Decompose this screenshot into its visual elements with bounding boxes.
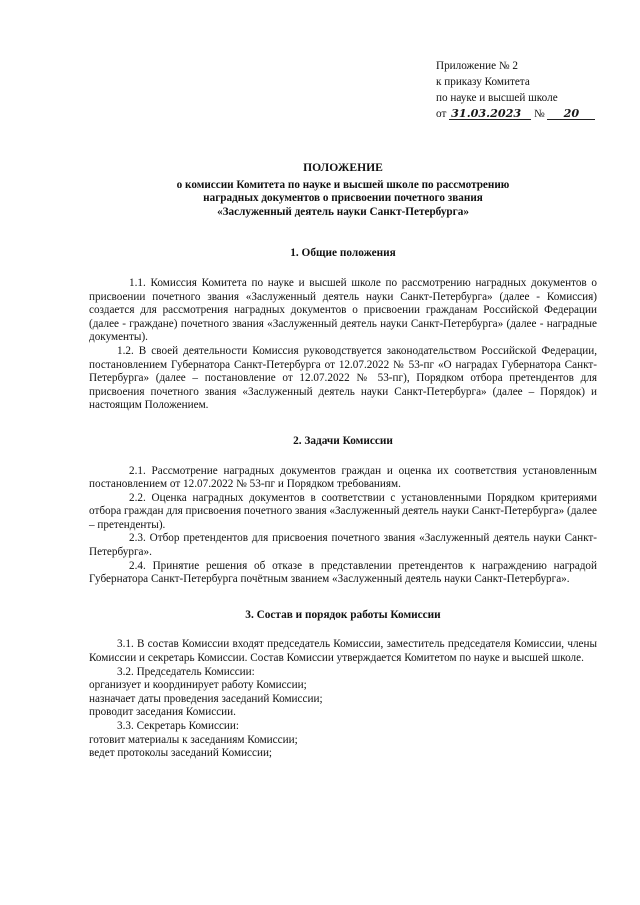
list-item: назначает даты проведения заседаний Комиссии;: [89, 692, 323, 705]
document-body: [89, 161, 597, 761]
title-line: о комиссии Комитета по науке и высшей школе по рассмотрению: [176, 178, 510, 191]
section-heading: 1. Общие положения: [290, 247, 396, 260]
paragraph: 1.2. В своей деятельности Комиссия руководствуется законодательством Российской Федерации, постановлением Губернатора Санкт-Петербурга от 12.07.2022 № 53-пг «О наградах Губернатора Санкт-Петербурга» (далее – постановление от 12.07.2022 № 53-пг), Порядком отбора претендентов для присвоения почетного звания «Заслуженный деятель науки Санкт-Петербурга» (далее – Порядок) и настоящим Положением.: [89, 344, 597, 412]
paragraph: 1.1. Комиссия Комитета по науке и высшей школе по рассмотрению наградных документов о присвоении почетного звания «Заслуженный деятель науки Санкт-Петербурга» (далее - Комиссия) создается для рассмотрения наградных документов о присвоении гражданам Российской Федерации (далее - граждане) почетного звания «Заслуженный деятель науки Санкт-Петербурга» (далее - наградные документы).: [89, 276, 597, 344]
number-sign: №: [533, 108, 545, 120]
paragraph: 2.1. Рассмотрение наградных документов граждан и оценка их соответствия установленным постановлением от 12.07.2022 № 53-пг и Порядком требованиям.: [89, 464, 597, 491]
handwritten-number: 20: [547, 107, 595, 120]
paragraph: 2.2. Оценка наградных документов в соответствии с установленными Порядком критериями отбора граждан для присвоения почетного звания «Заслуженный деятель науки Санкт-Петербурга» (далее – претенденты).: [89, 491, 597, 531]
appendix-line: Приложение № 2: [436, 60, 518, 72]
title-heading: ПОЛОЖЕНИЕ: [303, 161, 383, 174]
appendix-line: по науке и высшей школе: [436, 92, 558, 104]
paragraph: 2.4. Принятие решения об отказе в представлении претендентов к награждению наградой Губернатора Санкт-Петербурга почётным званием «Заслуженный деятель науки Санкт-Петербурга».: [89, 559, 597, 586]
section-heading: 2. Задачи Комиссии: [293, 434, 393, 447]
paragraph: 3.2. Председатель Комиссии:: [117, 665, 255, 678]
paragraph: 2.3. Отбор претендентов для присвоения почетного звания «Заслуженный деятель науки Санкт-Петербурга».: [89, 532, 597, 559]
date-prefix: от: [436, 108, 447, 120]
paragraph: 3.3. Секретарь Комиссии:: [117, 720, 239, 732]
paragraph: 3.1. В состав Комиссии входят председатель Комиссии, заместитель председателя Комиссии, члены Комиссии и секретарь Комиссии. Состав Комиссии утверждается Комитетом по науке и высшей школе.: [89, 638, 597, 665]
title-line: наградных документов о присвоении почетного звания: [203, 192, 483, 205]
appendix-line: к приказу Комитета: [436, 76, 530, 88]
appendix-block: [436, 58, 595, 122]
section-heading: 3. Состав и порядок работы Комиссии: [245, 608, 441, 621]
title-line: «Заслуженный деятель науки Санкт-Петербурга»: [217, 205, 469, 218]
list-item: проводит заседания Комиссии.: [89, 706, 236, 719]
appendix-date-line: [436, 106, 595, 122]
list-item: ведет протоколы заседаний Комиссии;: [89, 747, 273, 760]
document-title: [89, 161, 597, 219]
handwritten-date: 31.03.2023: [449, 107, 531, 120]
list-item: организует и координирует работу Комиссии;: [89, 679, 307, 692]
list-item: готовит материалы к заседаниям Комиссии;: [89, 733, 298, 746]
